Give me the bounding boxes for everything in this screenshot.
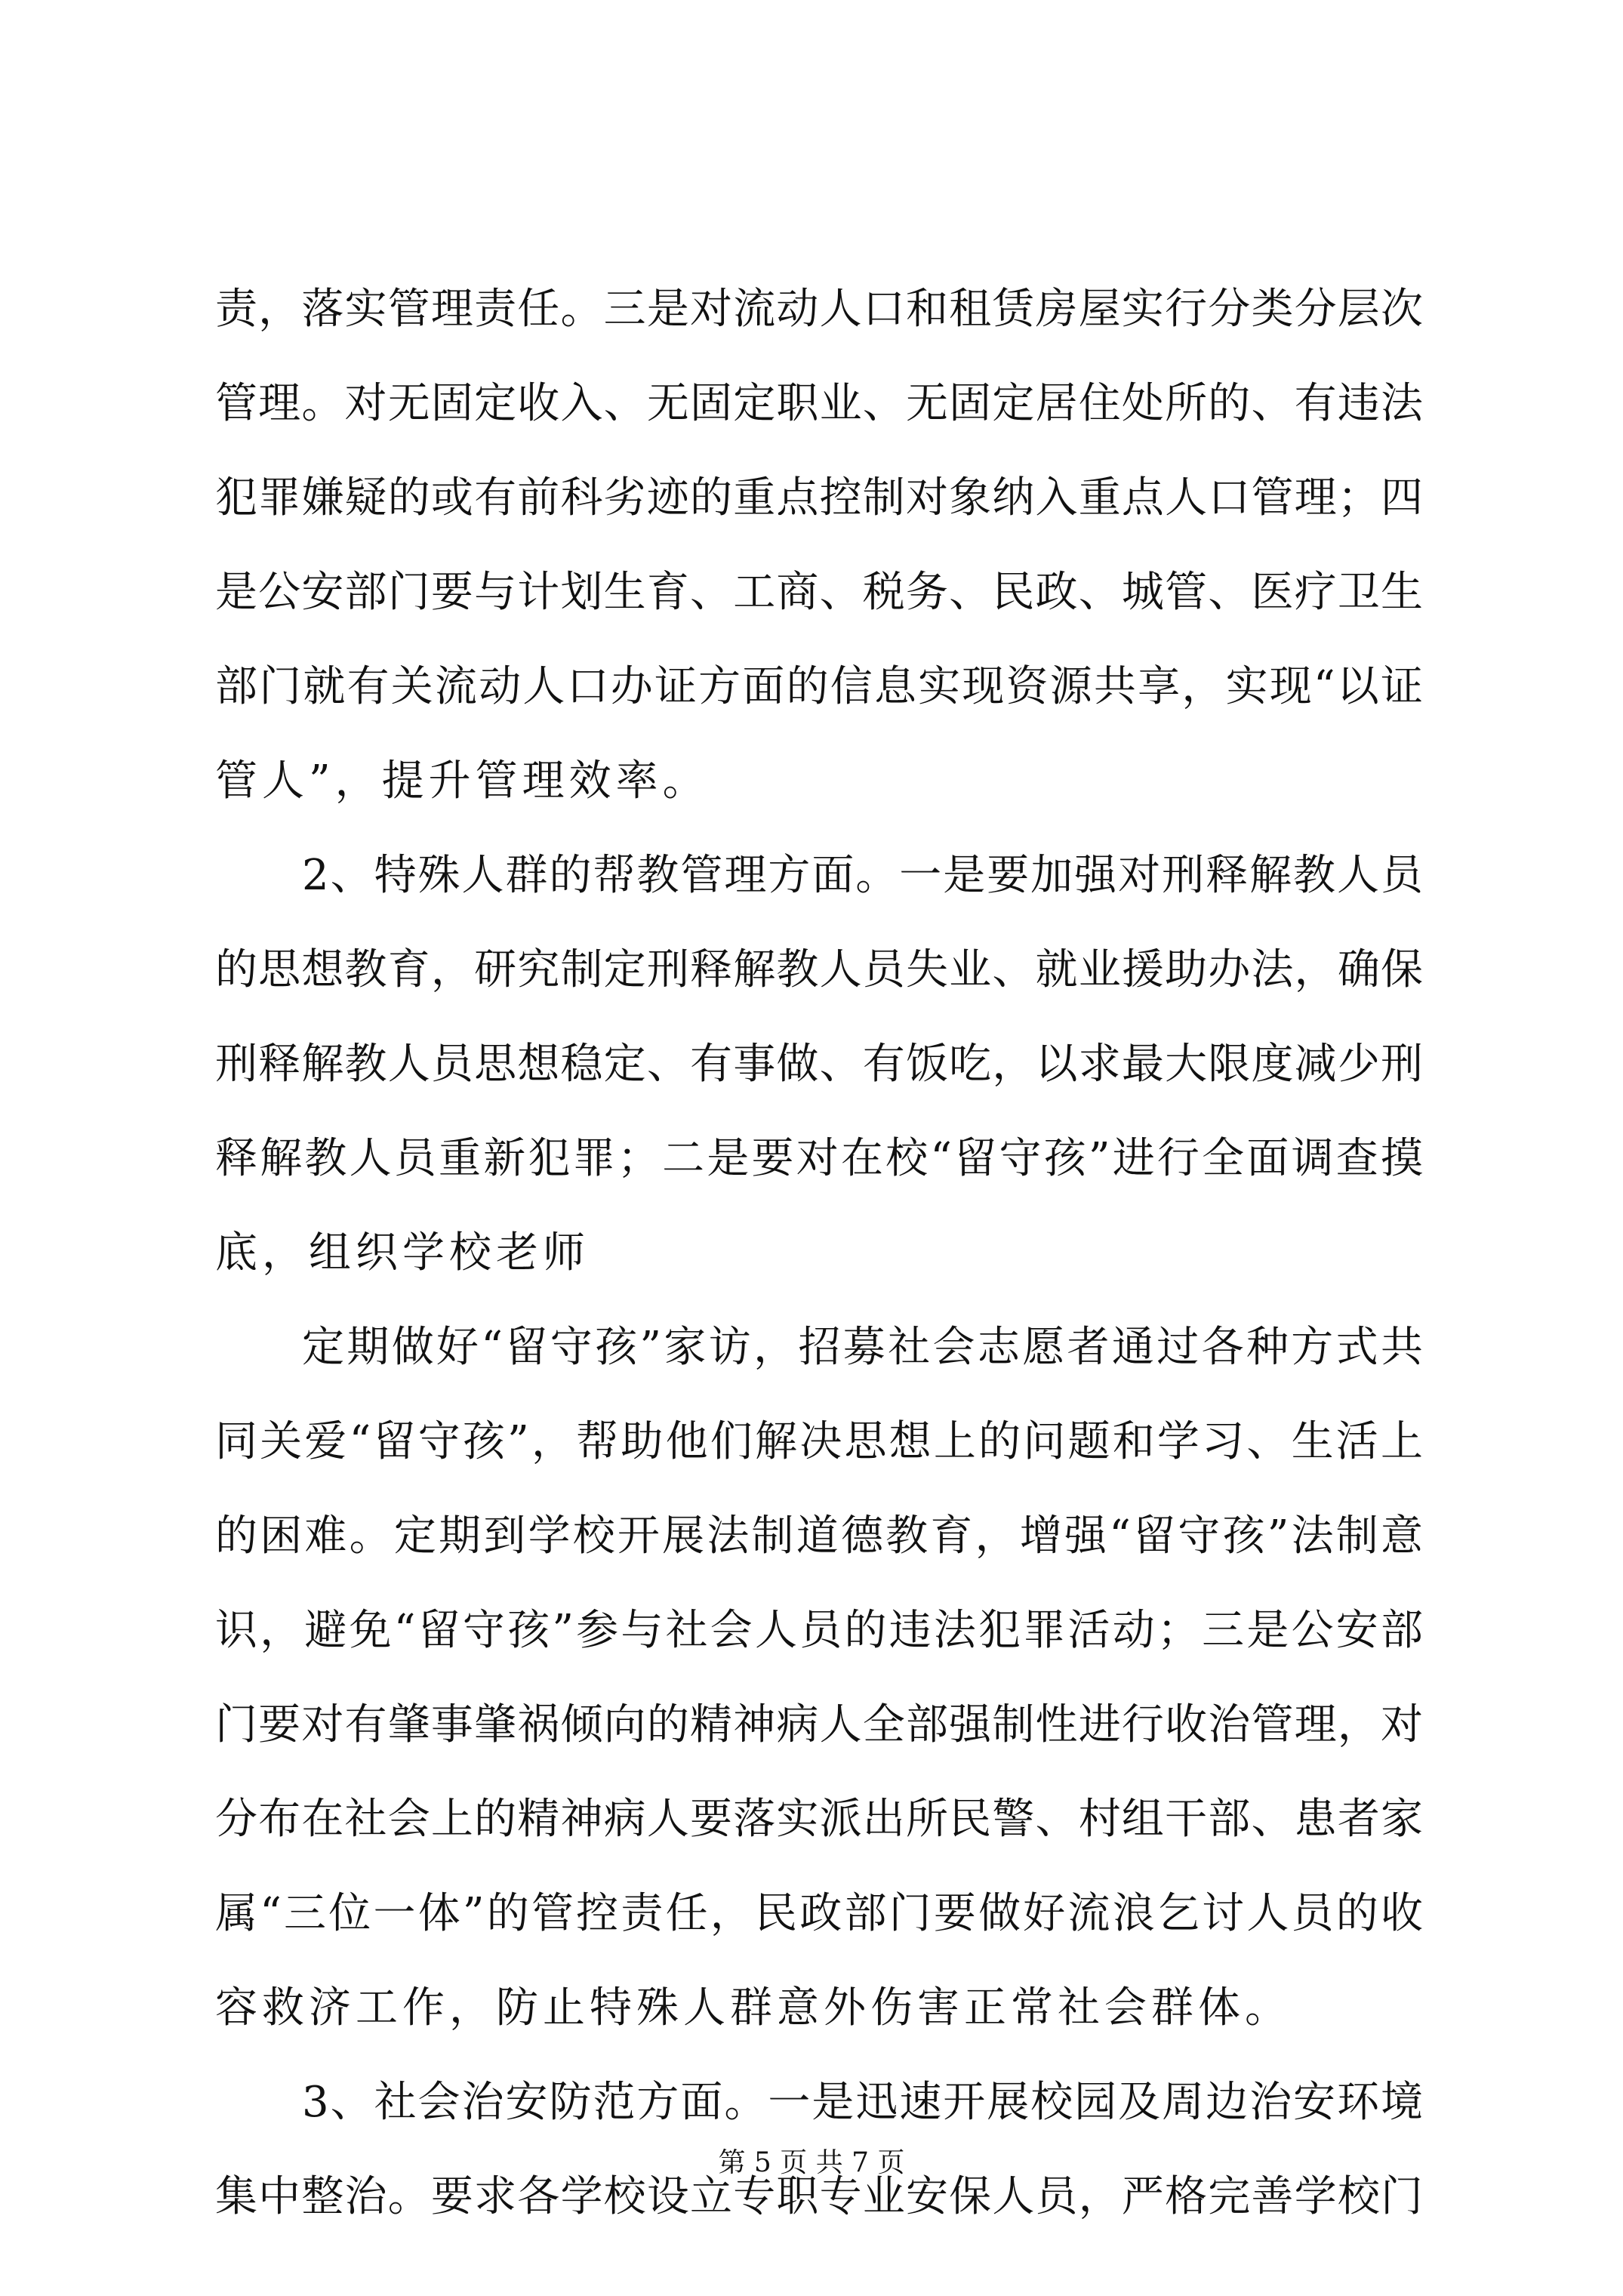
- text-line: 分布在社会上的精神病人要落实派出所民警、村组干部、患者家: [215, 1795, 1423, 1844]
- page-number-footer: 第 5 页 共 7 页: [718, 2147, 905, 2178]
- paragraph-start-line: 3、社会治安防范方面。一是迅速开展校园及周边治安环境: [302, 2078, 1423, 2127]
- text-line: 底，组织学校老师: [215, 1228, 590, 1277]
- text-line: 犯罪嫌疑的或有前科劣迹的重点控制对象纳入重点人口管理；四: [215, 473, 1423, 522]
- text-line: 识，避免“留守孩”参与社会人员的违法犯罪活动；三是公安部: [215, 1606, 1423, 1655]
- text-line: 管理。对无固定收入、无固定职业、无固定居住处所的、有违法: [215, 379, 1423, 428]
- text-line: 门要对有肇事肇祸倾向的精神病人全部强制性进行收治管理，对: [215, 1700, 1423, 1749]
- text-line: 集中整治。要求各学校设立专职专业安保人员，严格完善学校门: [215, 2172, 1423, 2221]
- paragraph-start-line: 定期做好“留守孩”家访，招募社会志愿者通过各种方式共: [302, 1323, 1423, 1372]
- text-line: 容救济工作，防止特殊人群意外伤害正常社会群体。: [215, 1983, 1292, 2032]
- paragraph-start-line: 2、特殊人群的帮教管理方面。一是要加强对刑释解教人员: [302, 851, 1423, 900]
- text-line: 管人”，提升管理效率。: [215, 757, 710, 806]
- text-line: 刑释解教人员思想稳定、有事做、有饭吃，以求最大限度减少刑: [215, 1040, 1423, 1089]
- text-line: 的困难。定期到学校开展法制道德教育，增强“留守孩”法制意: [215, 1512, 1423, 1561]
- text-line: 的思想教育，研究制定刑释解教人员失业、就业援助办法，确保: [215, 945, 1423, 994]
- text-line: 同关爱“留守孩”，帮助他们解决思想上的问题和学习、生活上: [215, 1417, 1423, 1466]
- text-line: 部门就有关流动人口办证方面的信息实现资源共享，实现“以证: [215, 662, 1423, 711]
- text-line: 释解教人员重新犯罪；二是要对在校“留守孩”进行全面调查摸: [215, 1134, 1423, 1183]
- text-line: 属“三位一体”的管控责任，民政部门要做好流浪乞讨人员的收: [215, 1889, 1423, 1938]
- text-line: 是公安部门要与计划生育、工商、税务、民政、城管、医疗卫生: [215, 568, 1423, 617]
- text-line: 责，落实管理责任。三是对流动人口和租赁房屋实行分类分层次: [215, 285, 1423, 334]
